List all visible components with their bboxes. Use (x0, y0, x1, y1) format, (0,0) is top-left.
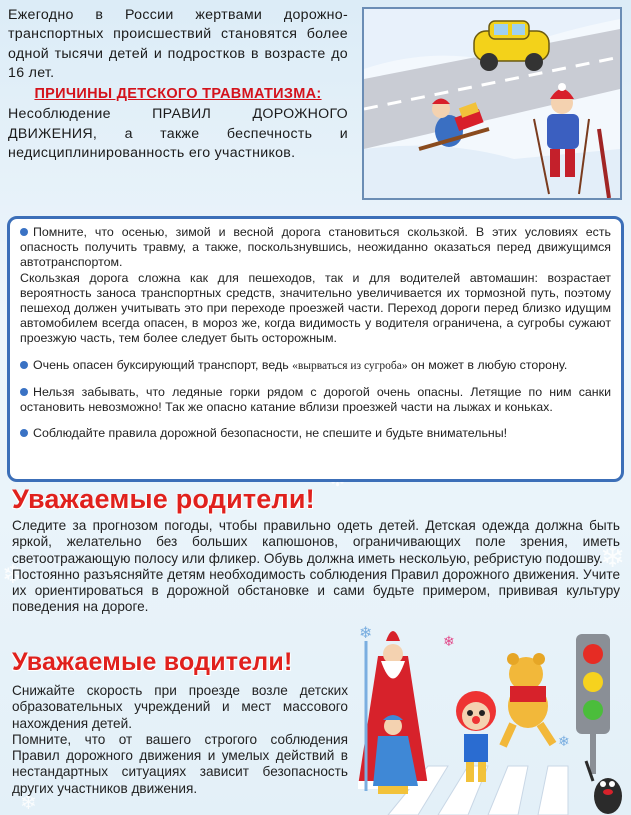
winnie-the-pooh-drawing (503, 653, 553, 746)
memo-paragraph-1: Помните, что осенью, зимой и весной дорога становиться скользкой. В этих условиях есть опасность получить травму, а также, поскользнувшись, неожиданно оказаться перед движущимся автотранспортом. (20, 225, 611, 270)
parents-section (12, 518, 620, 616)
bullet-icon (20, 228, 28, 236)
cartoon-scene-image (348, 616, 631, 815)
drivers-heading: Уважаемые водители! (12, 648, 293, 676)
memo-paragraph-2: Очень опасен буксирующий транспорт, ведь «вырваться из сугроба» он может в любую сторону. (20, 358, 611, 374)
drivers-section (12, 683, 348, 797)
snowflake-icon: ❄ (558, 734, 570, 750)
cartoon-crosswalk-illustration (348, 616, 631, 815)
intro-section (8, 6, 348, 163)
svg-text:❄: ❄ (359, 623, 373, 642)
memo-paragraph-1-continued: Скользкая дорога сложна как для пешеходов, так и для водителей автомашин: возрастает вероятность заноса транспортных средств, значительно увеличивается их тормозной путь, поэтому пешеход должен учитывать это при переходе проезжей части. Переход дороги перед близко идущим автомобилем всегда опасен, в мороз же, когда видимость у водителя ограничена, а сугробы сужают проезжую часть, тем более следует быть осторожным. (20, 270, 611, 346)
reasons-heading: ПРИЧИНЫ ДЕТСКОГО ТРАВМАТИЗМА: (34, 86, 322, 103)
intro-paragraph: Ежегодно в России жертвами дорожно-транспортных происшествий становятся более одной тысячи детей и подростков в возрасте до 16 лет. (8, 7, 348, 81)
winter-road-illustration (362, 7, 622, 200)
bullet-icon (20, 361, 28, 369)
snowflake-icon: ❄ (20, 790, 37, 814)
parents-heading: Уважаемые родители! (12, 484, 315, 514)
snowflake-icon: ❄ (443, 634, 455, 650)
parents-paragraph-1: Следите за прогнозом погоды, чтобы правильно одеть детей. Детская одежда должна быть яркой, желательно без больших капюшонов, ограничивающих поле зрения, иметь светоотражающую полосу или фликер. Обувь должна иметь нескольую, ребристую подошву. (12, 518, 620, 566)
parents-paragraph-2: Постоянно разъясняйте детям необходимость соблюдения Правил дорожного движения. Учите их ориентироваться в дорожной обстановке и сами будьте примером, прививая культуру поведения на дороге. (12, 566, 620, 615)
winter-scene-image (364, 9, 620, 198)
snowflake-icon: ❄ (600, 540, 626, 575)
bullet-icon (20, 429, 28, 437)
memo-paragraph-3: Нельзя забывать, что ледяные горки рядом с дорогой очень опасны. Летящие по ним санки остановить невозможно! Так же опасно катание вблизи проезжей части на лыжах и коньках. (20, 384, 611, 415)
reasons-text: Несоблюдение ПРАВИЛ ДОРОЖНОГО ДВИЖЕНИЯ, а также беспечность и недисциплинированность его участников. (8, 106, 348, 162)
traffic-light-drawing (576, 634, 610, 774)
safety-memo-panel (7, 216, 624, 482)
drivers-paragraph-2: Помните, что от вашего строгого соблюдения Правил дорожного движения и умелых действий в нестандартных ситуациях зависит безопасность других участников движения. (12, 731, 348, 796)
snowflake-icon: ❄ (2, 560, 24, 590)
bullet-icon (20, 388, 28, 396)
quote-text: «вырваться из сугроба» (292, 359, 408, 372)
drivers-paragraph-1: Снижайте скорость при проезде возле детских образовательных учреждений и мест массового нахождения детей. (12, 683, 348, 731)
memo-paragraph-4: Соблюдайте правила дорожной безопасности, не спешите и будьте внимательны! (20, 426, 611, 441)
